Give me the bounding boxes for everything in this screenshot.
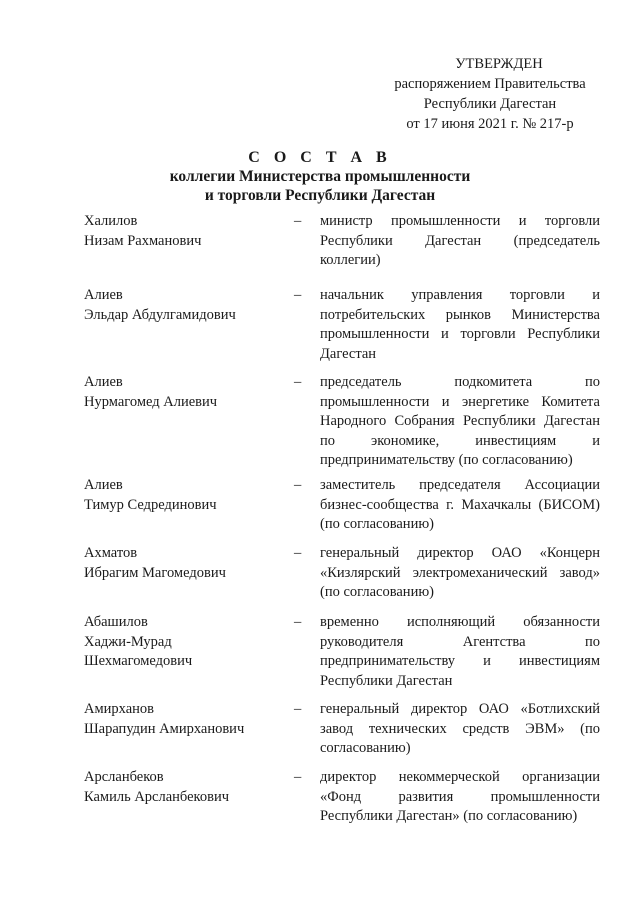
member-name [84,613,284,672]
member-surname: Абашилов [84,614,148,630]
member-name [84,476,284,515]
approval-stamp [380,54,600,134]
member-given-name: Нурмагомед Алиевич [84,393,218,410]
approval-republic: Республики Дагестан [423,96,557,112]
member-given-name: Шарапудин Амирханович [84,720,245,737]
member-given-name: Хаджи-Мурад [84,633,172,650]
member-position: временно исполняющий обязанности руководителя Агентства по предпринимательству и инвестициям Республики Дагестан [320,614,600,689]
member-position: генеральный директор ОАО «Концерн «Кизлярский электромеханический завод» (по согласованию) [320,545,600,600]
title-line-1: коллегии Министерства промышленности [169,168,471,185]
member-surname: Ахматов [84,545,138,561]
approval-order: распоряжением Правительства [394,76,586,92]
member-surname: Халилов [84,213,138,229]
dash-separator: – [294,545,302,561]
member-surname: Алиев [84,477,123,493]
title-line-2: и торговли Республики Дагестан [204,187,436,204]
member-position: заместитель председателя Ассоциации бизнес-сообщества г. Махачкалы (БИСОМ) (по согласованию) [320,477,600,532]
dash-separator: – [294,477,302,493]
member-given-name: Тимур Седрединович [84,496,217,513]
member-name [84,700,284,739]
member-name [84,544,284,583]
dash-separator: – [294,374,302,390]
member-name [84,286,284,325]
member-given-name: Эльдар Абдулгамидович [84,306,236,323]
dash-separator: – [294,614,302,630]
member-name [84,768,284,807]
dash-separator: – [294,769,302,785]
title-heading: С О С Т А В [248,149,392,166]
document-title [120,148,520,205]
approval-date: от 17 июня 2021 г. № 217-р [406,116,574,132]
member-name [84,212,284,251]
member-position: начальник управления торговли и потребительских рынков Министерства промышленности и торговли Республики Дагестан [320,287,600,362]
member-surname: Арсланбеков [84,769,164,785]
dash-separator: – [294,213,302,229]
member-position: председатель подкомитета по промышленности и энергетике Комитета Народного Собрания Республики Дагестан по экономике, инвестициям и предпринимательству (по согласованию) [320,374,600,468]
member-patronymic: Шехмагомедович [84,653,193,669]
member-surname: Алиев [84,287,123,303]
member-position: генеральный директор ОАО «Ботлихский завод технических средств ЭВМ» (по согласованию) [320,701,600,756]
member-given-name: Низам Рахманович [84,232,202,249]
member-position: директор некоммерческой организации «Фонд развития промышленности Республики Дагестан» (по согласованию) [320,769,600,824]
approval-approved: УТВЕРЖДЕН [455,56,543,72]
member-given-name: Камиль Арсланбекович [84,788,229,805]
dash-separator: – [294,701,302,717]
member-position: министр промышленности и торговли Республики Дагестан (председатель коллегии) [320,213,600,268]
member-surname: Амирханов [84,701,155,717]
member-surname: Алиев [84,374,123,390]
member-name [84,373,284,412]
dash-separator: – [294,287,302,303]
member-given-name: Ибрагим Магомедович [84,564,226,581]
